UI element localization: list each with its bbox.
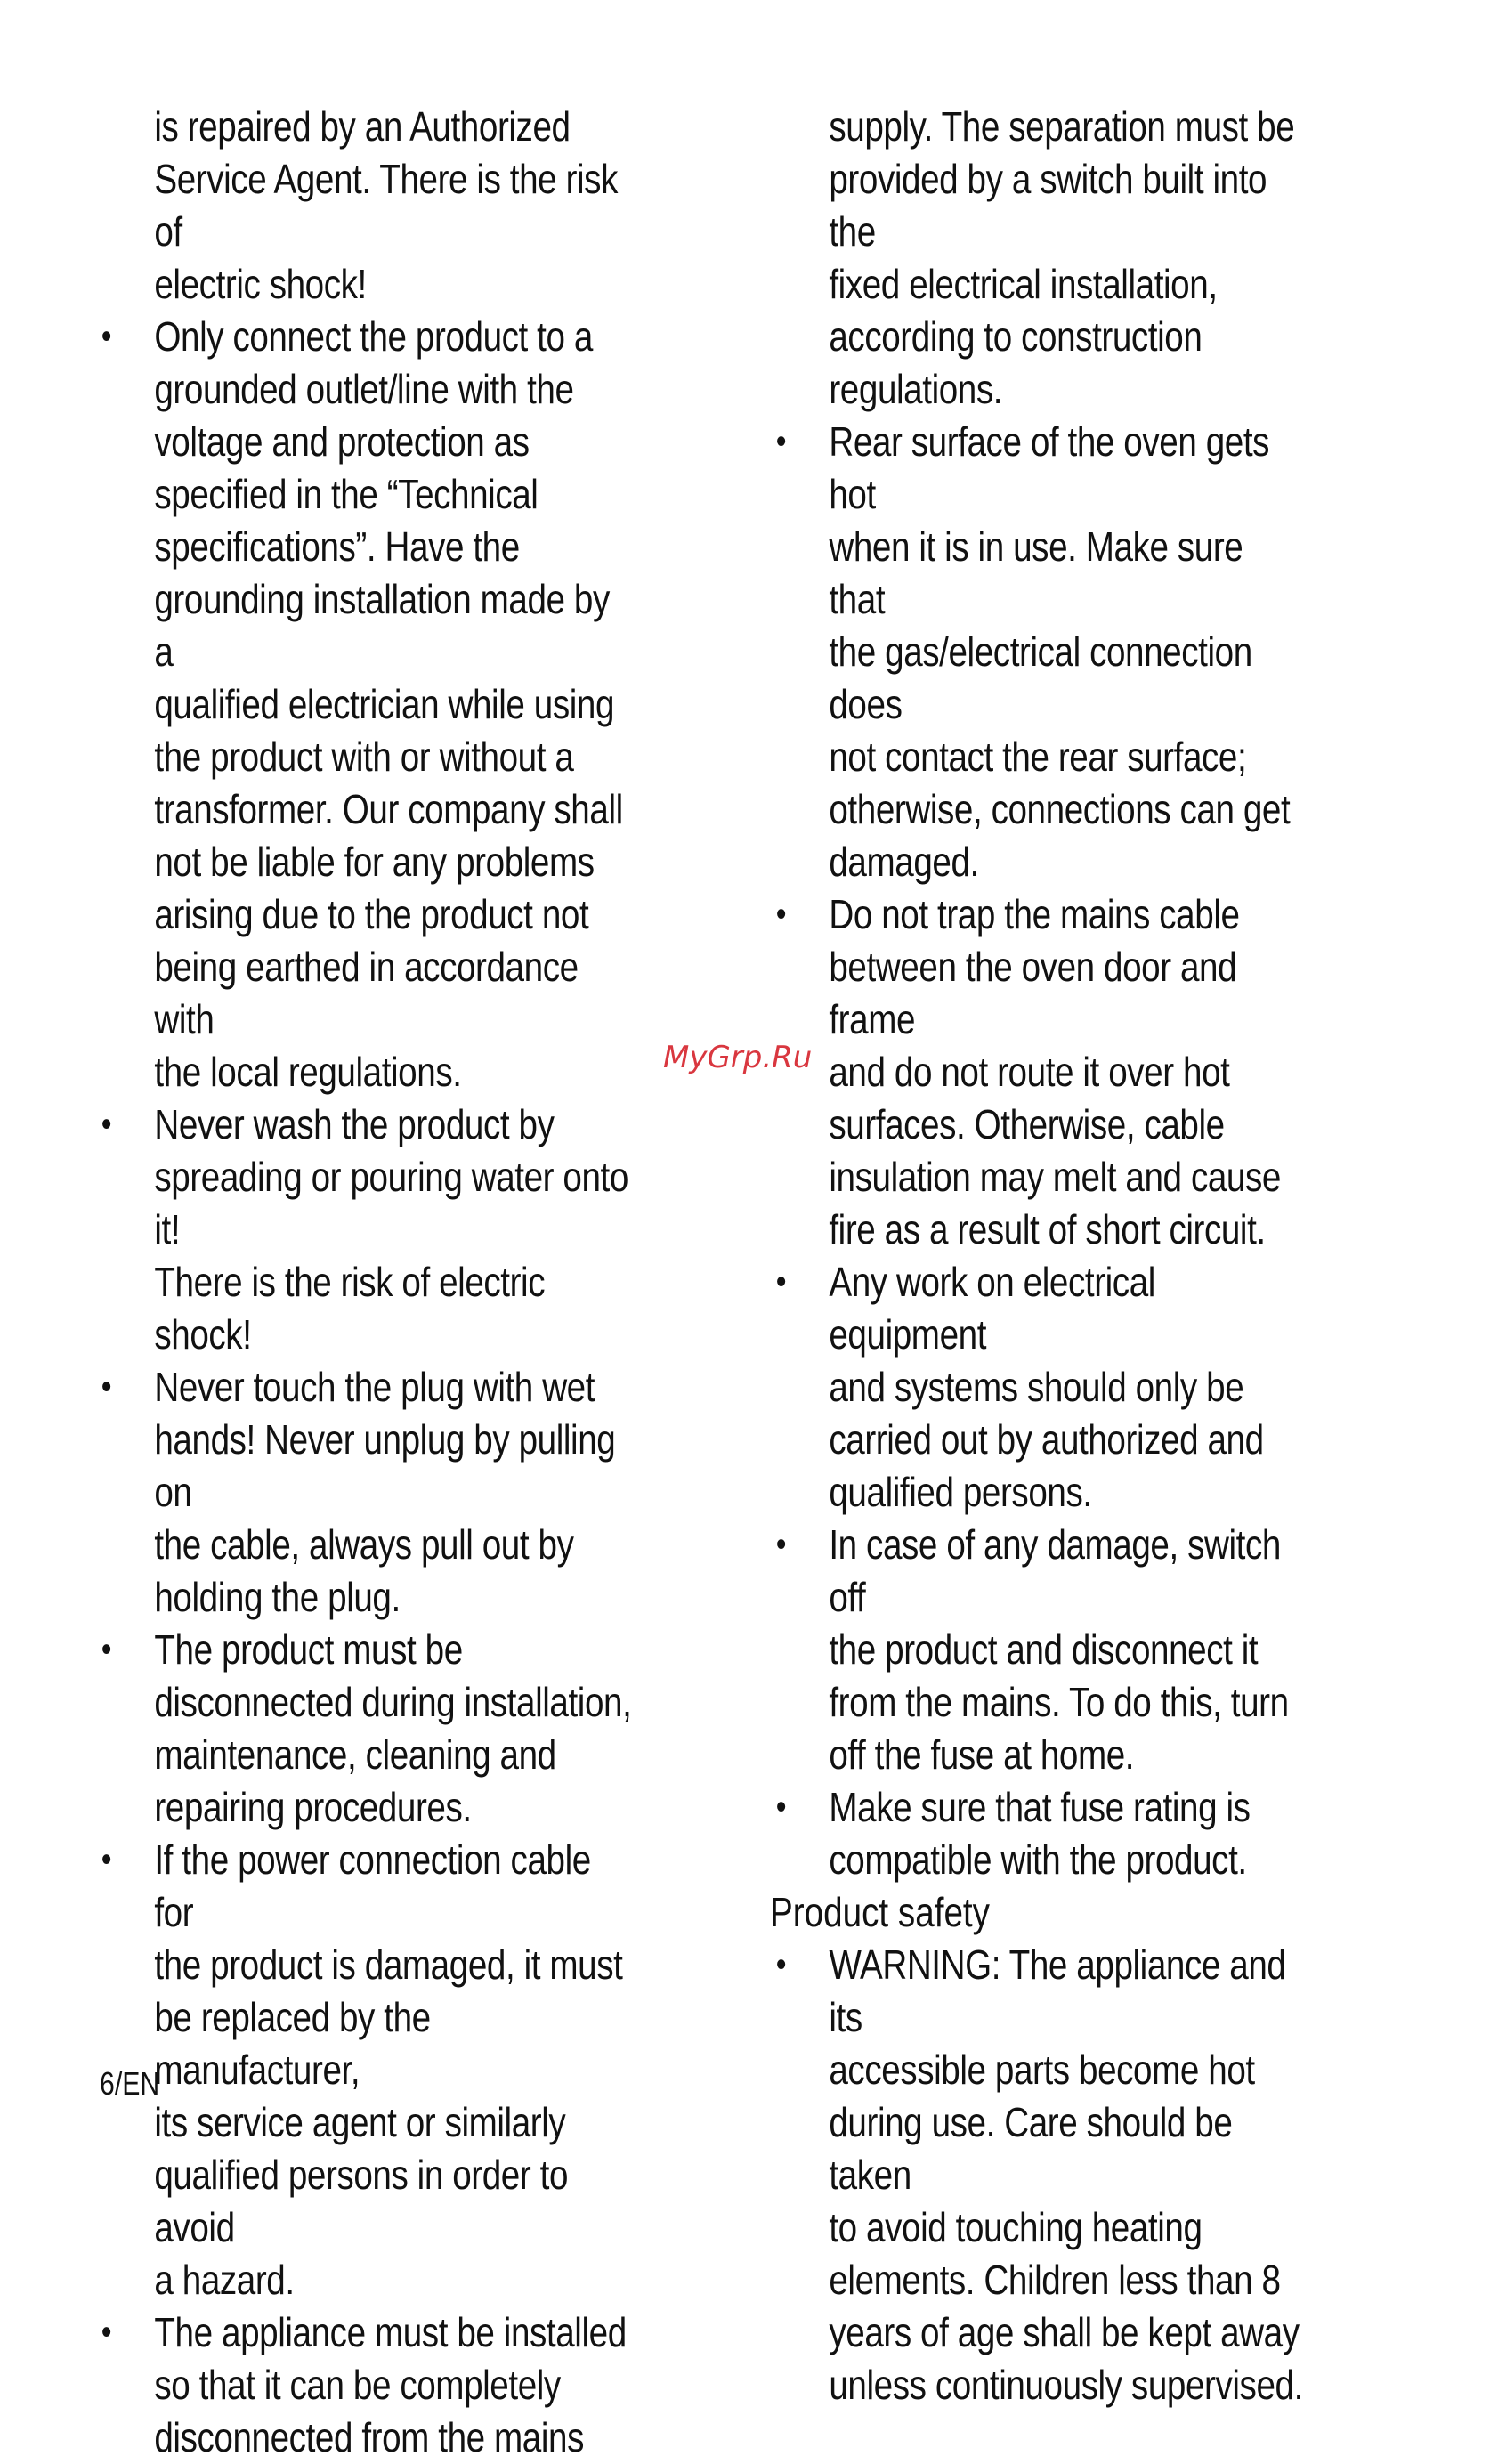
list-item-text: The product must be disconnected during installation, maintenance, cleaning and repairing procedures. xyxy=(154,1626,632,1830)
list-item xyxy=(95,1361,633,1624)
list-item xyxy=(770,1519,1308,1781)
list-item-text: If the power connection cable for the product is damaged, it must be replaced by the manufacturer, its service agent or similarly qualified persons in order to avoid a hazard. xyxy=(154,1836,623,2303)
list-item xyxy=(95,311,633,1098)
bullet: • xyxy=(101,1367,112,1406)
bullet: • xyxy=(775,1787,787,1827)
list-item xyxy=(770,888,1308,1256)
list-item-text: Never touch the plug with wet hands! Never unplug by pulling on the cable, always pull out by holding the plug. xyxy=(154,1364,616,1620)
list-item xyxy=(770,101,1308,416)
bullet: • xyxy=(101,317,112,356)
bullet: • xyxy=(775,422,787,461)
list-item xyxy=(770,1939,1308,2411)
list-item xyxy=(95,1098,633,1361)
watermark: MyGrp.Ru xyxy=(663,1040,813,1075)
list-item-text: Make sure that fuse rating is compatible with the product. xyxy=(829,1784,1251,1883)
list-item-text: Only connect the product to a grounded outlet/line with the voltage and protection as specified in the “Technical specifications”. Have the grounding installation made by a qualified electrician while using the product with or without a transformer. Our company shall not be liable for any problems arising due to the product not being earthed in accordance with the local regulations. xyxy=(154,313,623,1095)
bullet: • xyxy=(775,1525,787,1564)
list-item-text: Never wash the product by spreading or pouring water onto it! There is the risk of electric shock! xyxy=(154,1101,628,1358)
left-column xyxy=(95,101,736,2464)
list-item-text: supply. The separation must be provided by a switch built into the fixed electrical installation, according to construction regulations. xyxy=(829,103,1295,412)
list-item-text: WARNING: The appliance and its accessible parts become hot during use. Care should be taken to avoid touching heating elements. Children less than 8 years of age shall be kept away unless continuously supervised. xyxy=(829,1941,1303,2408)
page-number: 6/EN xyxy=(100,2065,160,2102)
list-item xyxy=(95,1834,633,2306)
list-item-text: is repaired by an Authorized Service Agent. There is the risk of electric shock! xyxy=(154,103,618,307)
bullet: • xyxy=(775,895,787,934)
list-item xyxy=(95,1624,633,1834)
bullet: • xyxy=(101,1840,112,1879)
list-item xyxy=(770,416,1308,888)
list-item-text: Do not trap the mains cable between the oven door and frame and do not route it over hot surfaces. Otherwise, cable insulation may melt and cause fire as a result of short circuit. xyxy=(829,891,1281,1252)
bullet: • xyxy=(775,1262,787,1301)
list-item-text: Any work on electrical equipment and systems should only be carried out by authorized and qualified persons. xyxy=(829,1259,1264,1515)
list-item-text: Rear surface of the oven gets hot when it is in use. Make sure that the gas/electrical connection does not contact the rear surface; otherwise, connections can get damaged. xyxy=(829,418,1291,885)
bullet: • xyxy=(775,1945,787,1984)
list-item xyxy=(95,101,633,311)
list-item-text: The appliance must be installed so that it can be completely disconnected from the mains xyxy=(154,2309,627,2460)
right-column xyxy=(770,101,1411,2411)
list-item-text: In case of any damage, switch off the product and disconnect it from the mains. To do this, turn off the fuse at home. xyxy=(829,1521,1289,1778)
list-item xyxy=(770,1256,1308,1519)
bullet: • xyxy=(101,2313,112,2352)
section-heading-product-safety: Product safety xyxy=(770,1889,990,1935)
bullet: • xyxy=(101,1630,112,1669)
list-item xyxy=(95,2306,633,2464)
list-item xyxy=(770,1781,1308,1886)
bullet: • xyxy=(101,1105,112,1144)
